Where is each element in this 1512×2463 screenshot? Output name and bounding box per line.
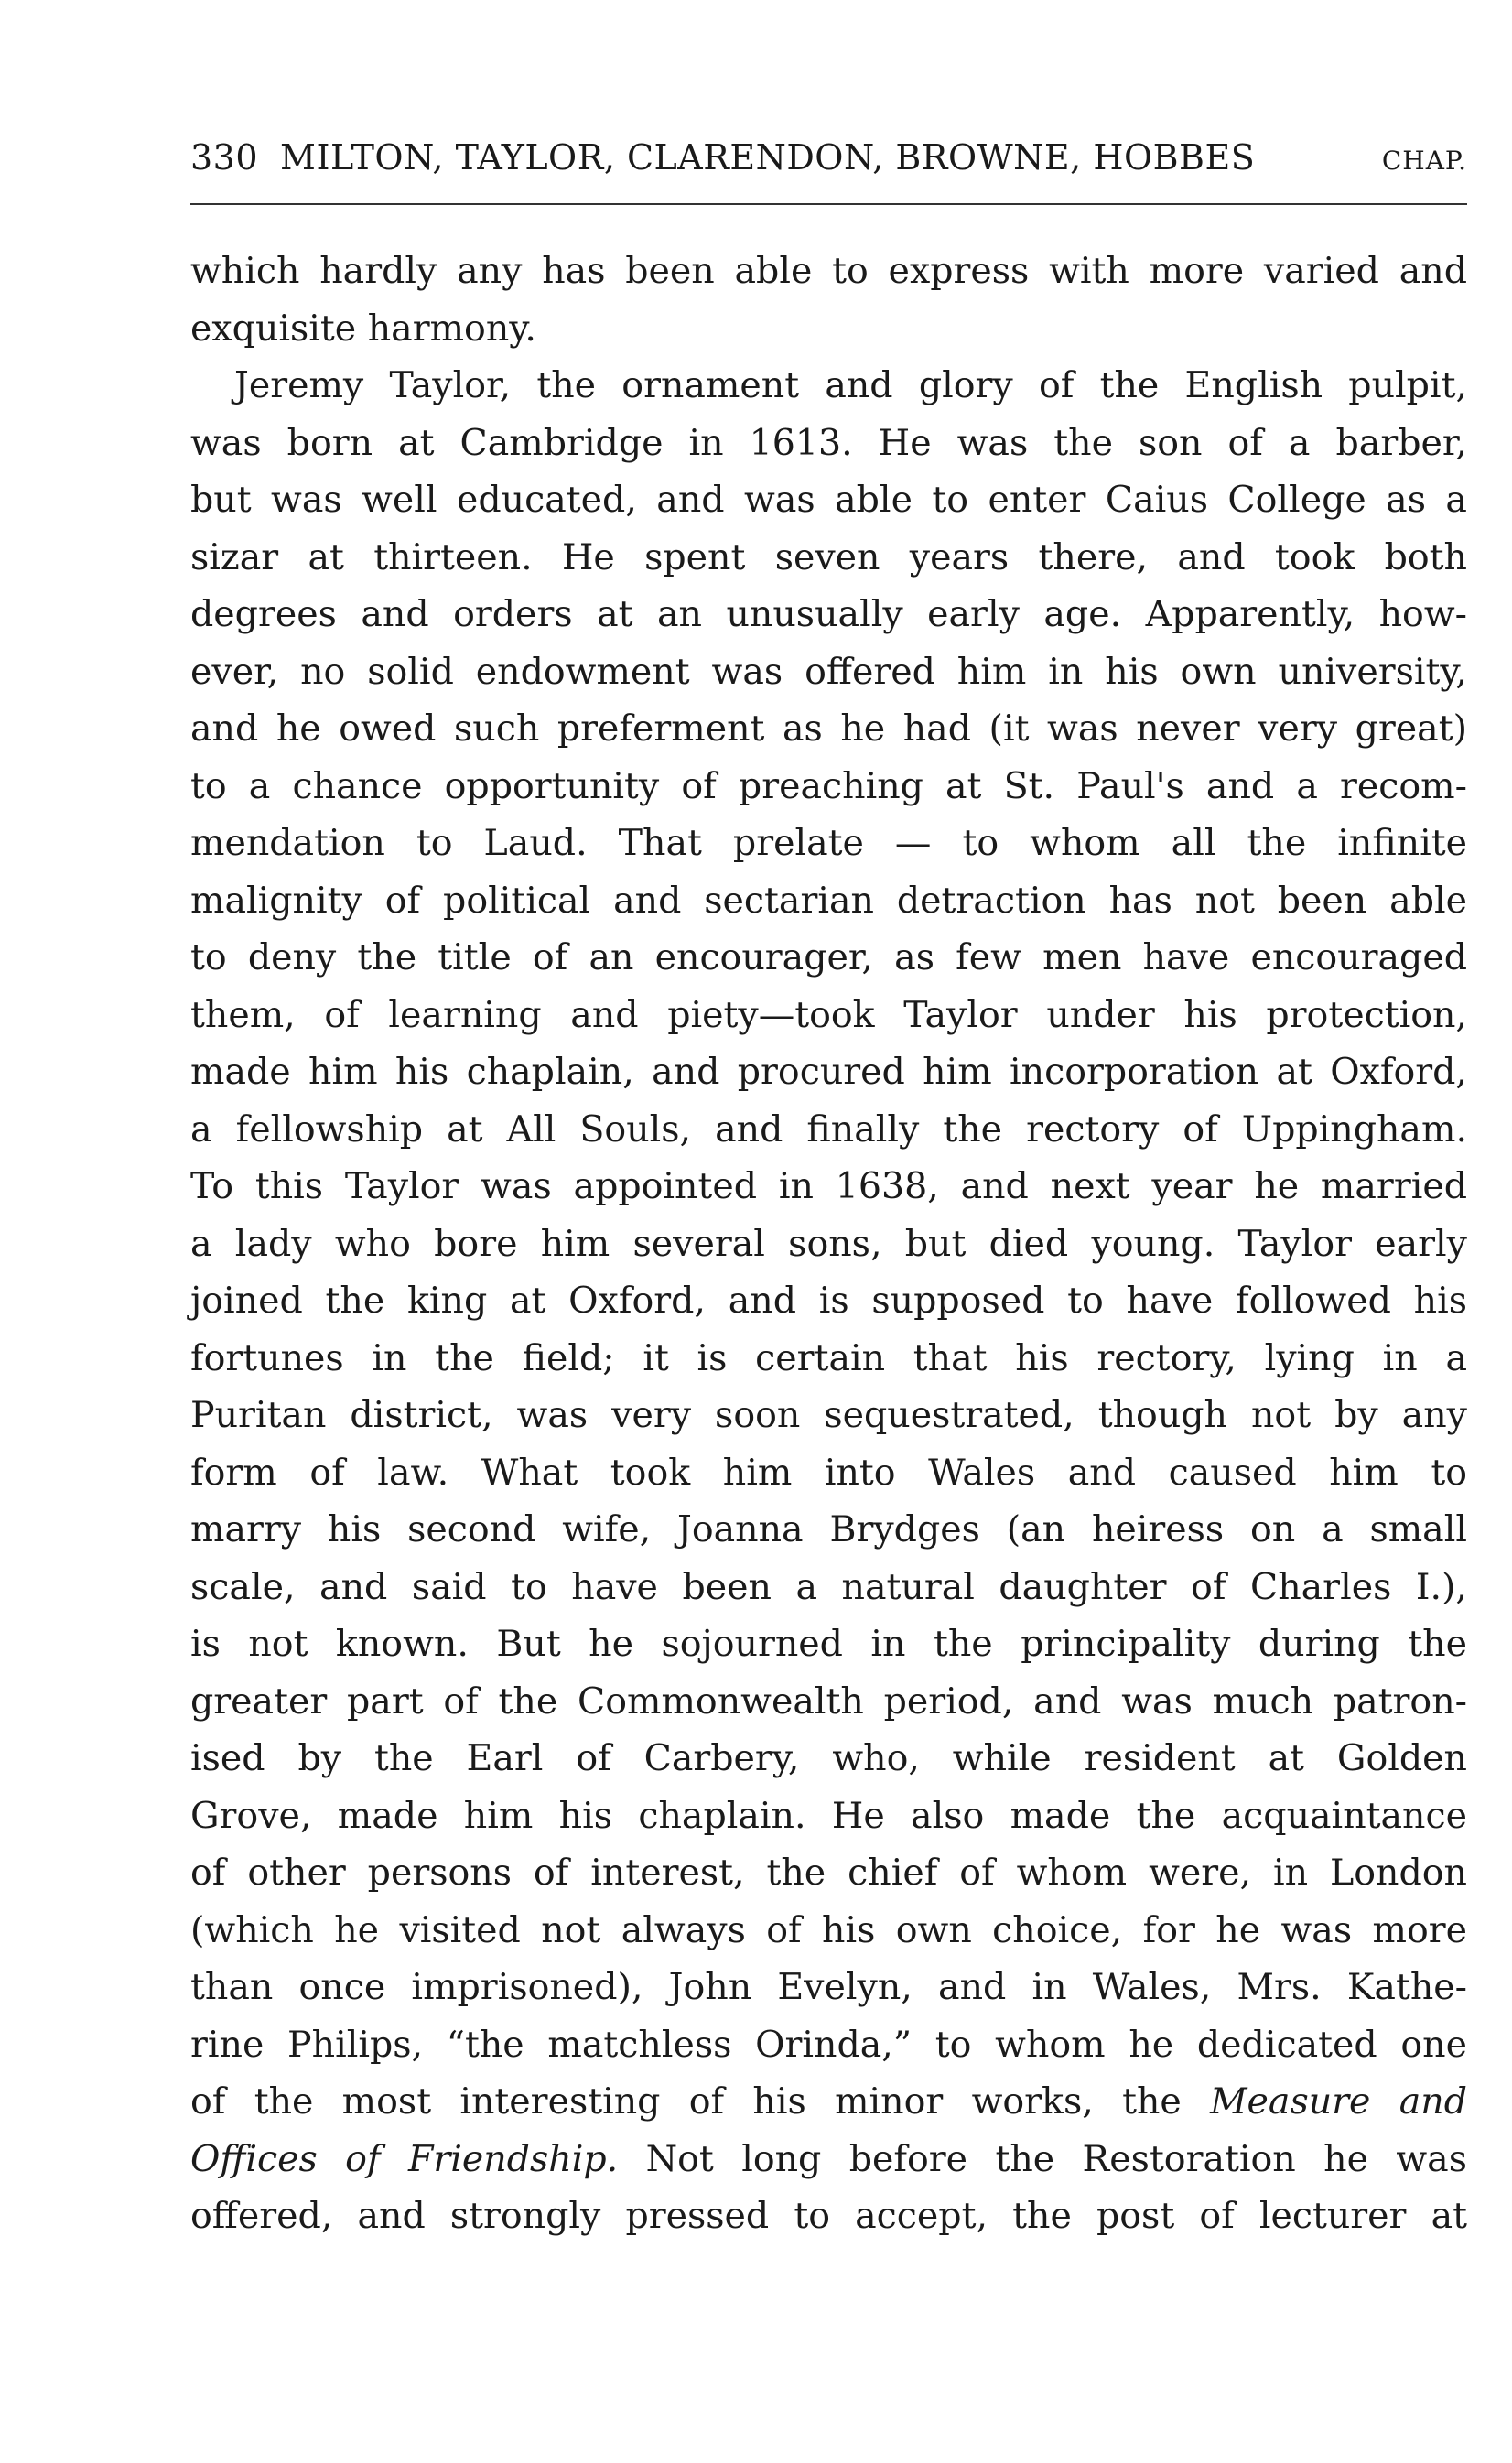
- italic-title: Offices of Friendship.: [190, 2137, 619, 2180]
- text-run: of the most interesting of his minor works, the: [190, 2080, 1211, 2123]
- text-line: [190, 2073, 1467, 2131]
- text-line: Jeremy Taylor, the ornament and glory of the English pulpit,: [234, 364, 1467, 406]
- text-run: Not long before the Restoration he was: [618, 2137, 1467, 2180]
- text-line: offered, and strongly pressed to accept, the post of lecturer at: [190, 2195, 1467, 2237]
- text-line: to deny the title of an encourager, as few men have encouraged: [190, 936, 1467, 978]
- text-line: greater part of the Commonwealth period, and was much patron-: [190, 1680, 1467, 1723]
- text-line: to a chance opportunity of preaching at St. Paul's and a recom-: [190, 764, 1467, 807]
- text-line: joined the king at Oxford, and is supposed to have followed his: [190, 1280, 1467, 1322]
- text-line: made him his chaplain, and procured him incorporation at Oxford,: [190, 1051, 1467, 1093]
- running-title: MILTON, TAYLOR, CLARENDON, BROWNE, HOBBES: [280, 137, 1256, 178]
- running-head: [190, 137, 1467, 178]
- text-line: rine Philips, “the matchless Orinda,” to whom he dedicated one: [190, 2023, 1467, 2066]
- text-line: was born at Cambridge in 1613. He was the son of a barber,: [190, 421, 1467, 464]
- text-line: mendation to Laud. That prelate — to whom all the infinite: [190, 822, 1467, 864]
- text-line: malignity of political and sectarian detraction has not been able: [190, 879, 1467, 922]
- page-number: 330: [190, 137, 259, 178]
- italic-title: Measure and: [1210, 2080, 1468, 2123]
- text-line: a lady who bore him several sons, but died young. Taylor early: [190, 1222, 1467, 1265]
- text-line: ised by the Earl of Carbery, who, while resident at Golden: [190, 1737, 1467, 1779]
- text-line: To this Taylor was appointed in 1638, and next year he married: [190, 1165, 1467, 1207]
- text-line: (which he visited not always of his own choice, for he was more: [190, 1908, 1467, 1951]
- text-line: sizar at thirteen. He spent seven years there, and took both: [190, 535, 1467, 578]
- text-line: than once imprisoned), John Evelyn, and in Wales, Mrs. Kathe-: [190, 1966, 1467, 2008]
- text-line: marry his second wife, Joanna Brydges (an heiress on a small: [190, 1508, 1467, 1550]
- text-line: a fellowship at All Souls, and finally the rectory of Uppingham.: [190, 1107, 1467, 1150]
- body-text: [190, 243, 1467, 2245]
- text-line: of other persons of interest, the chief of whom were, in London: [190, 1852, 1467, 1894]
- text-line: them, of learning and piety—took Taylor under his protection,: [190, 993, 1467, 1036]
- text-line: Puritan district, was very soon sequestrated, though not by any: [190, 1394, 1467, 1436]
- text-line: form of law. What took him into Wales and caused him to: [190, 1451, 1467, 1494]
- text-line: scale, and said to have been a natural daughter of Charles I.),: [190, 1565, 1467, 1608]
- header-rule: [190, 203, 1467, 205]
- text-line: degrees and orders at an unusually early age. Apparently, how-: [190, 593, 1467, 635]
- text-line: and he owed such preferment as he had (it was never very great): [190, 708, 1467, 750]
- text-line: but was well educated, and was able to enter Caius College as a: [190, 479, 1467, 521]
- text-line: fortunes in the field; it is certain that his rectory, lying in a: [190, 1336, 1467, 1379]
- text-line: which hardly any has been able to express with more varied and: [190, 250, 1467, 292]
- text-line: [190, 2131, 1467, 2188]
- text-line: is not known. But he sojourned in the principality during the: [190, 1623, 1467, 1665]
- text-line: exquisite harmony.: [190, 307, 536, 350]
- chapter-label: CHAP.: [1381, 146, 1467, 176]
- text-line: ever, no solid endowment was offered him in his own university,: [190, 650, 1467, 693]
- text-line: Grove, made him his chaplain. He also made the acquaintance: [190, 1794, 1467, 1837]
